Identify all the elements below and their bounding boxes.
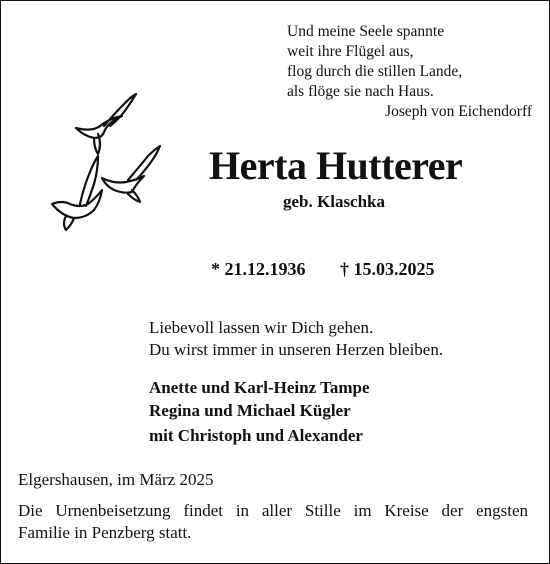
birth-date: * 21.12.1936: [211, 259, 306, 279]
farewell-line: Du wirst immer in unseren Herzen bleiben.: [149, 340, 444, 359]
flying-birds-icon: [48, 92, 178, 232]
place-date: Elgershausen, im März 2025: [18, 470, 214, 489]
notice-line: Die Urnenbeisetzung findet in aller Stille im Kreise der engsten: [18, 501, 528, 520]
family-line: Regina und Michael Kügler: [149, 401, 351, 420]
death-date: † 15.03.2025: [340, 259, 435, 279]
burial-notice: [18, 500, 528, 544]
farewell-line: Liebevoll lassen wir Dich gehen.: [149, 318, 374, 337]
poem-author: Joseph von Eichendorff: [385, 103, 532, 120]
family-line: mit Christoph und Alexander: [149, 426, 363, 445]
deceased-name: Herta Hutterer: [209, 143, 463, 188]
notice-line: Familie in Penzberg statt.: [18, 523, 192, 542]
poem-line: flog durch die stillen Lande,: [287, 63, 463, 80]
poem: [287, 22, 532, 122]
poem-line: Und meine Seele spannte: [287, 23, 445, 40]
poem-line: weit ihre Flügel aus,: [287, 43, 414, 60]
maiden-name: geb. Klaschka: [283, 192, 386, 211]
farewell-text: [149, 317, 443, 361]
family-line: Anette und Karl-Heinz Tampe: [149, 378, 370, 397]
poem-line: als flöge sie nach Haus.: [287, 83, 434, 100]
family-signatures: [149, 376, 370, 447]
